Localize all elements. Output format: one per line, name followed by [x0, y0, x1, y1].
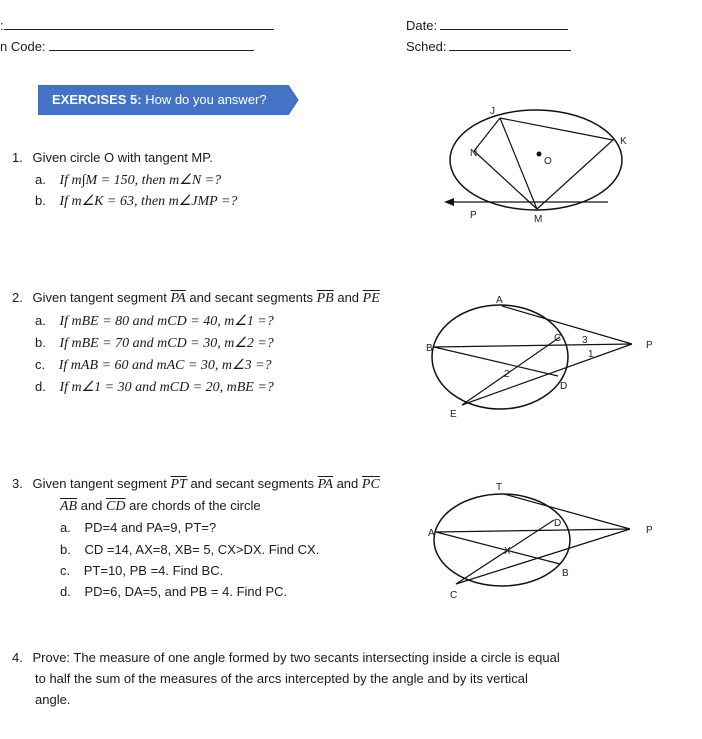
- q3-and: and: [332, 476, 362, 491]
- q4-text-1: Prove: The measure of one angle formed by two secants intersecting inside a circle is equal: [32, 650, 560, 665]
- section-code-label: n Code:: [0, 39, 46, 54]
- q2-b-text: If mBE = 70 and mCD = 30, m∠2 =?: [59, 336, 274, 351]
- q3-figure: [420, 480, 670, 610]
- q3-c-letter: c.: [60, 563, 71, 578]
- banner-title: [52, 92, 267, 107]
- q3-d-text: PD=6, DA=5, and PB = 4. Find PC.: [84, 584, 288, 599]
- q1-label-O: O: [544, 156, 552, 167]
- q3-label-T: T: [496, 482, 503, 493]
- q2-label-D: D: [560, 381, 568, 392]
- exercise-banner: [38, 85, 298, 115]
- q2-seg-pe: $\overline{PE}$: [362, 291, 380, 306]
- q2-stem: [12, 290, 380, 307]
- q2-part-c: [35, 357, 272, 374]
- q1-stem-text: Given circle O with tangent MP.: [32, 150, 213, 165]
- q2-a-letter: a.: [35, 313, 46, 328]
- q2-part-a: [35, 313, 274, 330]
- banner-title-rest: How do you answer?: [141, 92, 267, 107]
- q3-b-text: CD =14, AX=8, XB= 5, CX>DX. Find CX.: [84, 542, 320, 557]
- q2-number: 2.: [12, 290, 23, 305]
- q3-stem-prefix: Given tangent segment: [32, 476, 171, 491]
- sched-label: Sched:: [406, 39, 447, 54]
- q1-a-letter: a.: [35, 172, 46, 187]
- q2-c-text: If mAB = 60 and mAC = 30, m∠3 =?: [58, 358, 272, 373]
- q1-part-a: [35, 172, 221, 189]
- q3-chords-suffix: are chords of the circle: [125, 498, 261, 513]
- q2-label-A: A: [496, 295, 503, 306]
- q1-label-P: P: [470, 210, 477, 221]
- q2-seg-pa: $\overline{PA}$: [170, 291, 186, 306]
- q2-angle-2: 2: [504, 369, 510, 380]
- q3-part-b: [60, 542, 319, 557]
- q1-a-text: If m∫M = 150, then m∠N =?: [59, 173, 222, 188]
- q4-line2: to half the sum of the measures of the arcs intercepted by the angle and by its vertical: [35, 671, 528, 686]
- q3-stem: [12, 476, 380, 493]
- q1-b-text: If m∠K = 63, then m∠JMP =?: [59, 194, 238, 209]
- q3-label-C: C: [450, 590, 458, 601]
- q2-part-b: [35, 335, 274, 352]
- q2-stem-prefix: Given tangent segment: [32, 290, 171, 305]
- q2-c-letter: c.: [35, 357, 46, 372]
- q2-seg-pb: $\overline{PB}$: [316, 291, 334, 306]
- section-code-blank[interactable]: [49, 37, 254, 51]
- q2-d-text: If m∠1 = 30 and mCD = 20, mBE =?: [59, 380, 274, 395]
- q3-seg-pc: $\overline{PC}$: [361, 477, 380, 492]
- q2-a-text: If mBE = 80 and mCD = 40, m∠1 =?: [59, 314, 274, 329]
- q2-stem-mid: and secant segments: [185, 290, 317, 305]
- q2-figure: [420, 295, 670, 425]
- date-field: [406, 16, 568, 33]
- q1-figure: [438, 100, 628, 230]
- q1-label-M: M: [534, 214, 543, 225]
- q3-part-a: [60, 520, 216, 535]
- q1-label-K: K: [620, 136, 627, 147]
- q2-label-E: E: [450, 409, 457, 420]
- q2-label-B: B: [426, 343, 433, 354]
- q3-label-P: P: [646, 525, 653, 536]
- q3-part-d: [60, 584, 287, 599]
- q4-number: 4.: [12, 650, 23, 665]
- q3-label-D: D: [554, 518, 562, 529]
- q2-part-d: [35, 379, 274, 396]
- q2-angle-1: 1: [588, 349, 594, 360]
- q1-label-J: J: [490, 106, 495, 117]
- q2-d-letter: d.: [35, 379, 46, 394]
- q2-angle-3: 3: [582, 335, 588, 346]
- q3-c-text: PT=10, PB =4. Find BC.: [83, 563, 224, 578]
- q3-stem-mid: and secant segments: [186, 476, 318, 491]
- q3-part-c: [60, 563, 223, 578]
- q3-chords-line: [60, 498, 261, 515]
- q3-label-B: B: [562, 568, 569, 579]
- q3-seg-cd: $\overline{CD}$: [106, 499, 126, 514]
- banner-title-bold: EXERCISES 5:: [52, 92, 142, 107]
- sched-blank[interactable]: [449, 37, 571, 51]
- q3-b-letter: b.: [60, 542, 71, 557]
- q4-line1: [12, 650, 560, 665]
- q3-label-X: X: [504, 546, 511, 557]
- q1-part-b: [35, 193, 237, 210]
- date-label: Date:: [406, 18, 438, 33]
- q1-number: 1.: [12, 150, 23, 165]
- q2-label-P: P: [646, 340, 653, 351]
- q3-seg-pa: $\overline{PA}$: [317, 477, 333, 492]
- section-code-field: [0, 37, 254, 54]
- q3-seg-ab: $\overline{AB}$: [60, 499, 78, 514]
- name-blank[interactable]: [4, 16, 274, 30]
- q1-b-letter: b.: [35, 193, 46, 208]
- q3-label-A: A: [428, 528, 435, 539]
- q3-a-text: PD=4 and PA=9, PT=?: [84, 520, 217, 535]
- sched-field: [406, 37, 571, 54]
- q3-and2: and: [77, 498, 107, 513]
- q3-a-letter: a.: [60, 520, 71, 535]
- q4-line3: angle.: [35, 692, 71, 707]
- q2-b-letter: b.: [35, 335, 46, 350]
- q3-seg-pt: $\overline{PT}$: [170, 477, 187, 492]
- name-label: :: [0, 18, 4, 33]
- q2-label-C: C: [554, 333, 562, 344]
- q3-number: 3.: [12, 476, 23, 491]
- q3-d-letter: d.: [60, 584, 71, 599]
- date-blank[interactable]: [440, 16, 568, 30]
- q1-label-N: N: [470, 148, 478, 159]
- name-field: [0, 16, 274, 33]
- q1-stem: [12, 150, 213, 165]
- q2-and: and: [333, 290, 363, 305]
